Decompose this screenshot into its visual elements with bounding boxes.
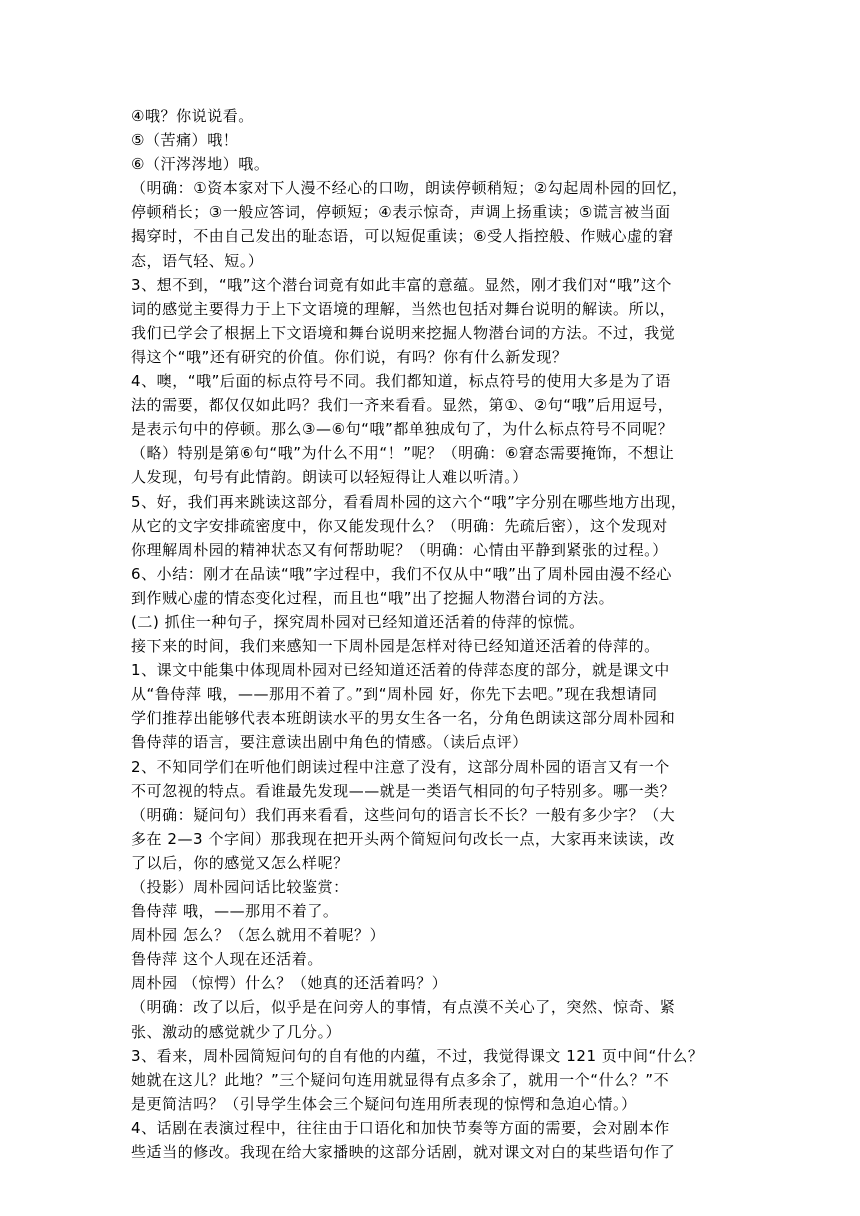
text-line: 周朴园 （惊愕）什么？（她真的还活着吗？）: [131, 974, 448, 993]
text-line: 你理解周朴园的精神状态又有何帮助呢？（明确：心情由平静到紧张的过程。）: [131, 540, 668, 559]
text-line: 3、看来，周朴园简短问句的自有他的内蕴，不过，我觉得课文 121 页中间“什么？: [131, 1046, 704, 1065]
text-line: （略）特别是第⑥句“哦”为什么不用“！”呢？（明确：⑥窘态需要掩饰，不想让: [131, 444, 675, 463]
text-line: （投影）周朴园问话比较鉴赏：: [131, 878, 349, 896]
text-line: 4、噢，“哦”后面的标点符号不同。我们都知道，标点符号的使用大多是为了语: [131, 372, 671, 391]
text-line: 了以后，你的感觉又怎么样呢？: [131, 853, 349, 872]
text-line: 1、课文中能集中体现周朴园对已经知道还活着的侍萍态度的部分，就是课文中: [131, 661, 670, 680]
text-line: 2、不知同学们在听他们朗读过程中注意了没有，这部分周朴园的语言又有一个: [131, 757, 670, 776]
text-line: 词的感觉主要得力于上下文语境的理解，当然也包括对舞台说明的解读。所以，: [131, 299, 676, 318]
text-line: 5、好，我们再来跳读这部分，看看周朴园的这六个“哦”字分别在哪些地方出现，: [131, 492, 687, 511]
text-line: 张、激动的感觉就少了几分。）: [131, 1022, 342, 1041]
text-line: 6、小结：刚才在品读“哦”字过程中，我们不仅从中“哦”出了周朴园由漫不经心: [131, 564, 672, 583]
text-line: （明确：疑问句）我们再来看看，这些问句的语言长不长？一般有多少字？（大: [131, 805, 676, 824]
text-line: 法的需要，都仅仅如此吗？我们一齐来看看。显然，第①、②句“哦”后用逗号，: [131, 396, 674, 415]
text-line: 揭穿时，不由自己发出的耻态语，可以短促重读；⑥受人指控般、作贼心虚的窘: [131, 227, 674, 246]
text-line: 学们推荐出能够代表本班朗读水平的男女生各一名，分角色朗读这部分周朴园和: [131, 709, 676, 728]
document-body: [131, 104, 737, 1164]
text-line: 周朴园 怎么？（怎么就用不着呢？）: [131, 926, 386, 945]
text-line: ④哦？你说说看。: [131, 107, 254, 125]
text-line: 鲁侍萍 哦，——那用不着了。: [131, 902, 339, 921]
text-line: 是更简洁吗？（引导学生体会三个疑问句连用所表现的惊愕和急迫心情。）: [131, 1094, 637, 1113]
text-line: 到作贼心虚的情态变化过程，而且也“哦”出了挖掘人物潜台词的方法。: [131, 588, 615, 607]
text-line: 从它的文字安排疏密度中，你又能发现什么？（明确：先疏后密），这个发现对: [131, 516, 668, 535]
text-line: 态，语气轻、短。）: [131, 251, 264, 270]
text-line: 从“鲁侍萍 哦，——那用不着了。”到“周朴园 好，你先下去吧。”现在我想请同: [131, 685, 658, 704]
text-line: 是表示句中的停顿。那么③—⑥句“哦”都单独成句了，为什么标点符号不同呢？: [131, 420, 674, 439]
text-line: ⑥（汗涔涔地）哦。: [131, 155, 270, 174]
text-line: 不可忽视的特点。看谁最先发现——就是一类语气相同的句子特别多。哪一类？: [131, 781, 676, 800]
text-line: 鲁侍萍的语言，要注意读出剧中角色的情感。（读后点评）: [131, 733, 528, 752]
text-line: 得这个“哦”还有研究的价值。你们说，有吗？你有什么新发现？: [131, 347, 568, 366]
text-line: 接下来的时间，我们来感知一下周朴园是怎样对待已经知道还活着的侍萍的。: [131, 637, 660, 656]
text-line: （明确：①资本家对下人漫不经心的口吻，朗读停顿稍短；②勾起周朴园的回忆，: [131, 179, 688, 198]
text-line: 停顿稍长；③一般应答词，停顿短；④表示惊奇，声调上扬重读；⑤谎言被当面: [131, 203, 671, 222]
text-line: 人发现，句号有此情韵。朗读可以轻短得让人难以听清。）: [131, 468, 528, 487]
text-line: 鲁侍萍 这个人现在还活着。: [131, 950, 323, 969]
text-line: 3、想不到，“哦”这个潜台词竟有如此丰富的意蕴。显然，刚才我们对“哦”这个: [131, 275, 672, 294]
text-line: 我们已学会了根据上下文语境和舞台说明来挖掘人物潜台词的方法。不过，我觉: [131, 323, 676, 342]
text-line: 些适当的修改。我现在给大家播映的这部分话剧，就对课文对白的某些语句作了: [131, 1143, 676, 1162]
text-line: （明确：改了以后，似乎是在问旁人的事情，有点漠不关心了，突然、惊奇、紧: [131, 998, 676, 1017]
text-line: ⑤（苦痛）哦！: [131, 131, 239, 150]
text-line: 她就在这儿？此地？”三个疑问句连用就显得有点多余了，就用一个“什么？”不: [131, 1070, 670, 1089]
text-line: 4、话剧在表演过程中，往往由于口语化和加快节奏等方面的需要，会对剧本作: [131, 1118, 670, 1137]
text-line: 多在 2—3 个字间）那我现在把开头两个简短问句改长一点，大家再来读读，改: [131, 829, 675, 848]
text-line: (二) 抓住一种句子，探究周朴园对已经知道还活着的侍萍的惊慌。: [131, 612, 585, 631]
